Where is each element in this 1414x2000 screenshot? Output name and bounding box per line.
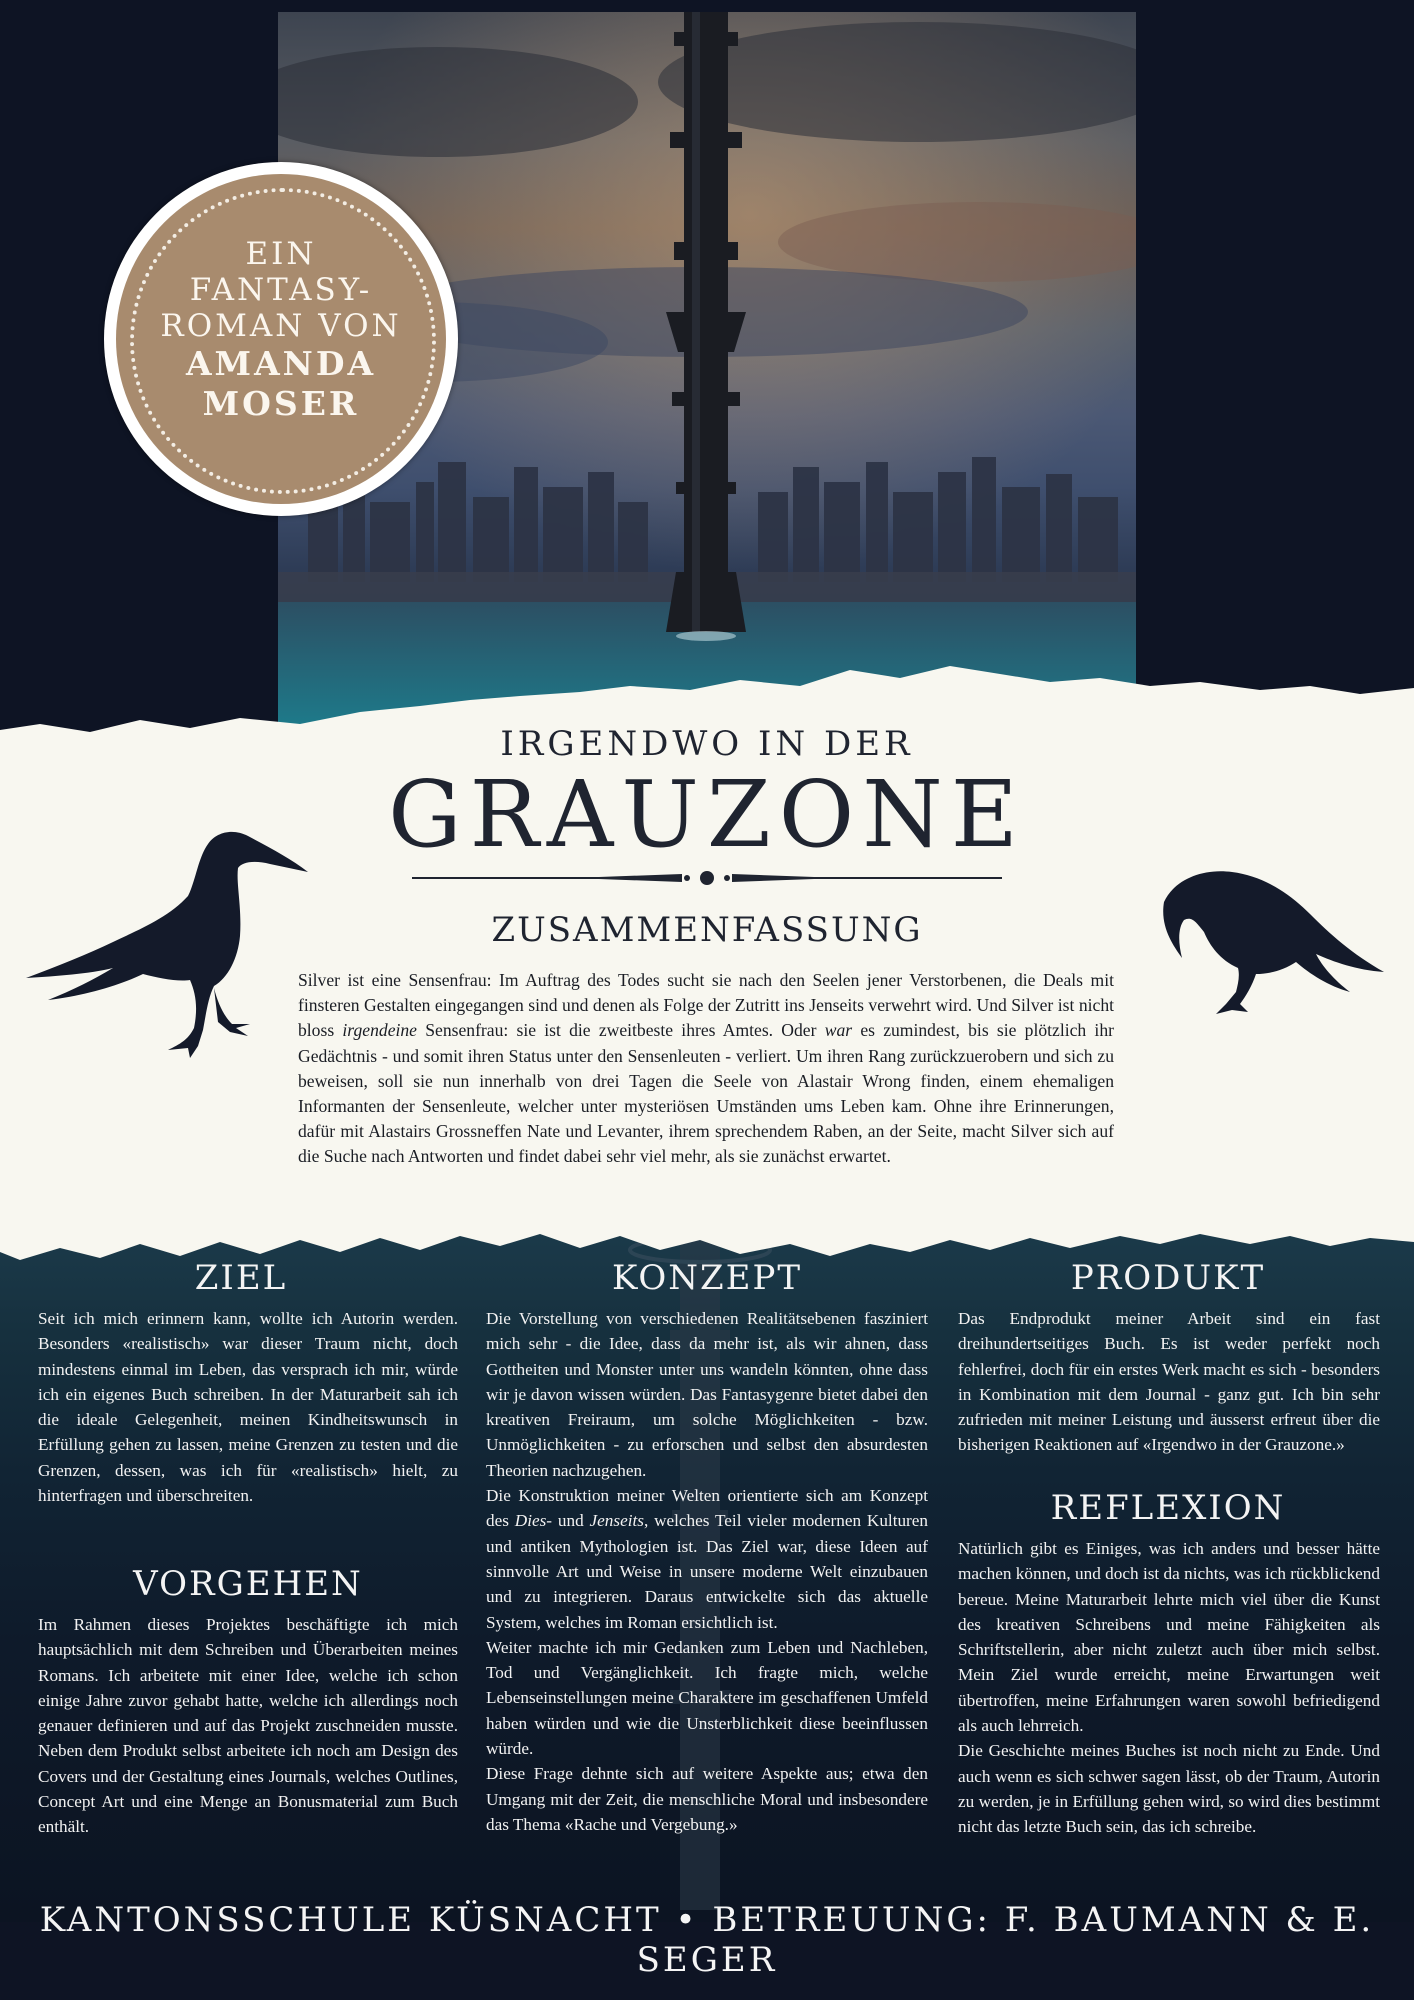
reflexion-text: Natürlich gibt es Einiges, was ich anders und besser hätte machen können, und doch ist da nichts, was ich rückblickend bereue. Meine Maturarbeit lehrte mich viel über die Kunst des kreativen Schreibens und meine Fähigkeiten als Schriftstellerin, aber nicht zuletzt auch über mich selbst. Mein Ziel wurde erreicht, meine Erwartungen weit übertroffen, meine Erfahrungen waren sowohl befriedigend als auch lehrreich. Die Geschichte meines Buches ist noch nicht zu Ende. Und auch wenn es sich schwer sagen lässt, ob der Traum, Autorin zu werden, je in Erfüllung gehen wird, so wird dies bestimmt nicht das letzte Buch sein, das ich schreibe.	[958, 1539, 1380, 1837]
vorgehen-heading: VORGEHEN	[133, 1564, 363, 1604]
ziel-heading: ZIEL	[194, 1258, 288, 1298]
badge-line-roman-von: ROMAN VON	[160, 308, 402, 344]
raven-left-illustration	[18, 818, 318, 1078]
ornamental-divider	[412, 866, 1002, 890]
badge-author-first: AMANDA	[185, 344, 377, 383]
produkt-heading: PRODUKT	[1070, 1258, 1266, 1298]
summary-paragraph: Silver ist eine Sensenfrau: Im Auftrag des Todes sucht sie nach den Seelen jener Verstorbenen, die Deals mit finsteren Gestalten eingegangen sind und denen als Folge der Zutritt ins Jenseits verwehrt wird. Und Silver ist nicht bloss irgendeine Sensenfrau: sie ist die zweitbeste ihres Amtes. Oder war es zumindest, bis sie plötzlich ihr Gedächtnis - und somit ihren Status unter den Sensenleuten - verliert. Um ihren Rang zurückzuerobern und sich zu beweisen, soll sie nun innerhalb von drei Tagen die Seele von Alastair Wrong finden, einem ehemaligen Informanten der Sensenleute, welcher unter mysteriösen Umständen ums Leben kam. Ohne ihre Erinnerungen, dafür mit Alastairs Grossneffen Nate und Levanter, ihrem sprechendem Raben, an der Seite, macht Silver sich auf die Suche nach Antworten und findet dabei sehr viel mehr, als sie zunächst erwartet.	[298, 970, 1114, 1167]
summary-heading: ZUSAMMENFASSUNG	[491, 910, 923, 950]
konzept-text: Die Vorstellung von verschiedenen Realitätsebenen fasziniert mich sehr - die Idee, dass da mehr ist, als wir ahnen, dass Gottheiten und Monster unter uns wandeln könnten, ohne dass wir je davon wissen würden. Das Fantasygenre bietet dabei den kreativen Freiraum, um solche Möglichkeiten - bzw. Unmöglichkeiten - zu erforschen und selbst den absurdesten Theorien nachzugehen. Die Konstruktion meiner Welten orientierte sich am Konzept des Dies- und Jenseits, welches Teil vieler modernen Kulturen und antiken Mythologien ist. Das Ziel war, diese Ideen auf sinnvolle Art und Weise in unsere moderne Welt einzubauen und zu integrieren. Daraus entwickelte sich das aktuelle System, welches im Roman ersichtlich ist. Weiter machte ich mir Gedanken zum Leben und Nachleben, Tod und Vergänglichkeit. Ich fragte mich, welche Lebenseinstellungen meine Charaktere im geschaffenen Umfeld haben würden und wie die Unsterblichkeit diese beeinflussen würde. Diese Frage dehnte sich auf weitere Aspekte aus; etwa den Umgang mit der Zeit, die menschliche Moral und insbesondere das Thema «Rache und Vergebung.»	[486, 1309, 929, 1834]
raven-right-illustration	[1144, 862, 1394, 1042]
konzept-heading: KONZEPT	[611, 1258, 803, 1298]
ziel-text: Seit ich mich erinnern kann, wollte ich Autorin werden. Besonders «realistisch» war dieser Traum nicht, doch mindestens einmal im Leben, das versprach ich mir, würde ich ein eigenes Buch schreiben. In der Maturarbeit sah ich die ideale Gelegenheit, meinen Kindheitswunsch in Erfüllung gehen zu lassen, meine Grenzen zu testen und die Grenzen, dessen, was ich für «realistisch» hielt, zu hinterfragen und überschreiten.	[38, 1309, 458, 1506]
title-prefix: IRGENDWO IN DER	[500, 724, 914, 764]
title-main: GRAUZONE	[388, 761, 1026, 868]
author-badge	[104, 162, 458, 516]
vorgehen-text: Im Rahmen dieses Projektes beschäftigte ich mich hauptsächlich mit dem Schreiben und Überarbeiten meines Romans. Ich arbeitete mit einer Idee, welche ich schon einige Jahre zuvor gehabt hatte, welche ich allerdings noch genauer definieren und auf das Projekt zuschneiden musste. Neben dem Produkt selbst arbeitete ich noch am Design des Covers und der Gestaltung eines Journals, welches Outlines, Concept Art und eine Menge an Bonusmaterial zum Buch enthält.	[38, 1615, 458, 1837]
footer-credits: KANTONSSCHULE KÜSNACHT • BETREUUNG: F. BAUMANN & E. SEGER	[39, 1900, 1375, 1980]
badge-line-fantasy: FANTASY-	[189, 272, 373, 308]
badge-author-last: MOSER	[202, 384, 360, 423]
produkt-text: Das Endprodukt meiner Arbeit sind ein fast dreihundertseitiges Buch. Es ist weder perfekt noch fehlerfrei, doch für ein erstes Werk macht es sich - besonders in Kombination mit dem Journal - ganz gut. Ich bin sehr zufrieden mit meiner Leistung und äusserst erfreut über die bisherigen Reaktionen auf «Irgendwo in der Grauzone.»	[958, 1309, 1380, 1455]
badge-line-ein: EIN	[245, 236, 317, 272]
reflexion-heading: REFLEXION	[1050, 1488, 1286, 1528]
